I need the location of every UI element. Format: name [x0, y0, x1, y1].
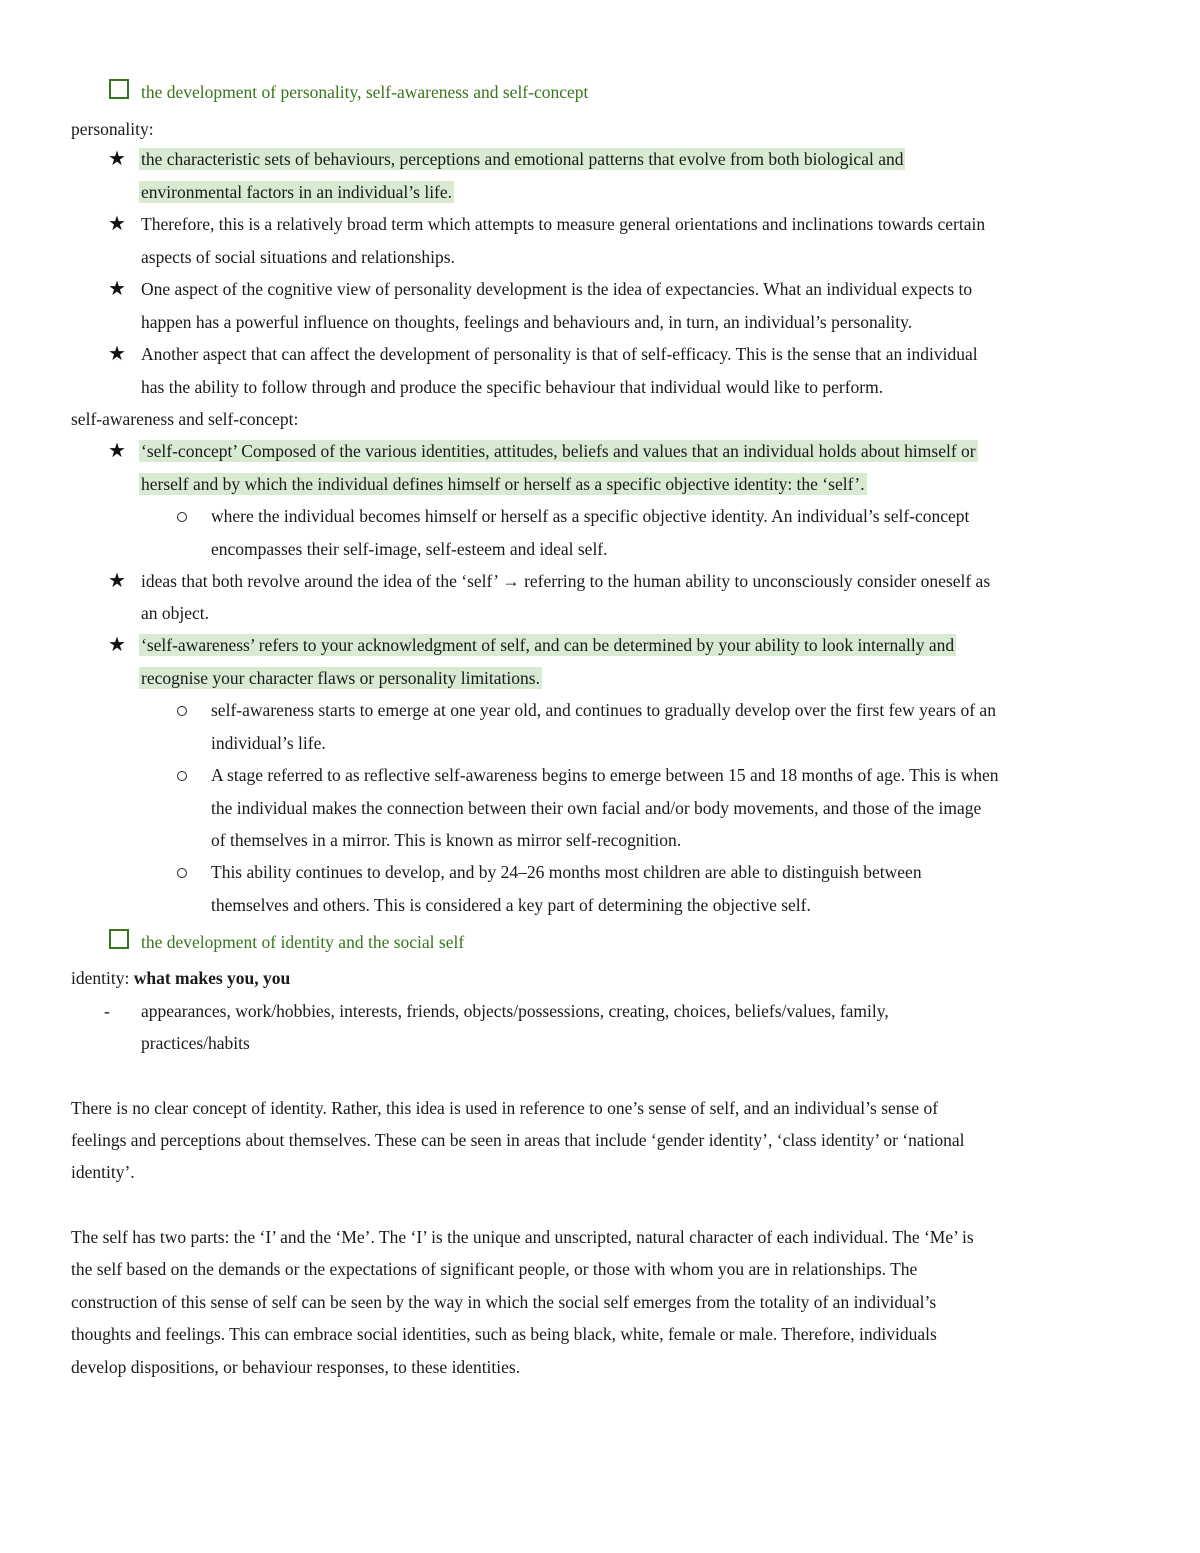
checkbox-icon — [109, 929, 129, 949]
star-bullet-icon: ★ — [108, 570, 126, 592]
section-heading: the development of personality, self-awareness and self-concept — [141, 82, 589, 102]
identity-definition: identity: what makes you, you — [71, 968, 291, 988]
paragraph-line: construction of this sense of self can be seen by the way in which the social self emerges from the totality of an individual’s — [71, 1292, 937, 1312]
list-item: ‘self-concept’ Composed of the various identities, attitudes, beliefs and values that an individual holds about himself or — [141, 441, 976, 461]
list-item-cont: recognise your character flaws or personality limitations. — [141, 668, 540, 688]
sub-list-item-cont: individual’s life. — [211, 733, 326, 753]
list-item-cont: aspects of social situations and relationships. — [141, 247, 455, 267]
circle-bullet-icon — [177, 868, 187, 878]
star-bullet-icon: ★ — [108, 278, 126, 300]
subsection-label: personality: — [71, 119, 154, 139]
star-bullet-icon: ★ — [108, 213, 126, 235]
list-item: One aspect of the cognitive view of personality development is the idea of expectancies. What an individual expects to — [141, 279, 973, 299]
checkbox-icon — [109, 79, 129, 99]
list-item: ideas that both revolve around the idea of the ‘self’ → referring to the human ability to unconsciously consider oneself as — [141, 571, 991, 591]
sub-list-item: A stage referred to as reflective self-awareness begins to emerge between 15 and 18 months of age. This is when — [211, 765, 999, 785]
paragraph-line: develop dispositions, or behaviour responses, to these identities. — [71, 1357, 521, 1377]
paragraph-line: identity’. — [71, 1162, 135, 1182]
list-item: ‘self-awareness’ refers to your acknowledgment of self, and can be determined by your ability to look internally and — [141, 635, 955, 655]
paragraph-line: There is no clear concept of identity. Rather, this idea is used in reference to one’s sense of self, and an individual’s sense of — [71, 1098, 939, 1118]
subsection-label: self-awareness and self-concept: — [71, 409, 299, 429]
list-item: the characteristic sets of behaviours, perceptions and emotional patterns that evolve from both biological and — [141, 149, 904, 169]
circle-bullet-icon — [177, 706, 187, 716]
list-item: Another aspect that can affect the development of personality is that of self-efficacy. This is the sense that an individual — [141, 344, 978, 364]
section-heading: the development of identity and the social self — [141, 932, 465, 952]
sub-list-item-cont: encompasses their self-image, self-esteem and ideal self. — [211, 539, 608, 559]
dash-list-item: appearances, work/hobbies, interests, friends, objects/possessions, creating, choices, beliefs/values, family, — [141, 1001, 889, 1021]
list-item: Therefore, this is a relatively broad term which attempts to measure general orientations and inclinations towards certain — [141, 214, 986, 234]
list-item-cont: herself and by which the individual defines himself or herself as a specific objective identity: the ‘self’. — [141, 474, 865, 494]
list-item-cont: an object. — [141, 603, 210, 623]
star-bullet-icon: ★ — [108, 634, 126, 656]
paragraph-line: the self based on the demands or the expectations of significant people, or those with whom you are in relationships. The — [71, 1259, 918, 1279]
sub-list-item: self-awareness starts to emerge at one year old, and continues to gradually develop over the first few years of an — [211, 700, 996, 720]
paragraph-line: The self has two parts: the ‘I’ and the ‘Me’. The ‘I’ is the unique and unscripted, natural character of each individual. The ‘Me’ is — [71, 1227, 974, 1247]
dash-list-item-cont: practices/habits — [141, 1033, 250, 1053]
dash-bullet: - — [104, 1001, 110, 1021]
list-item-cont: environmental factors in an individual’s life. — [141, 182, 453, 202]
sub-list-item-cont: the individual makes the connection between their own facial and/or body movements, and those of the image — [211, 798, 982, 818]
sub-list-item-cont: of themselves in a mirror. This is known as mirror self-recognition. — [211, 830, 682, 850]
list-item-cont: has the ability to follow through and produce the specific behaviour that individual would like to perform. — [141, 377, 884, 397]
paragraph-line: feelings and perceptions about themselves. These can be seen in areas that include ‘gender identity’, ‘class identity’ or ‘national — [71, 1130, 965, 1150]
star-bullet-icon: ★ — [108, 148, 126, 170]
circle-bullet-icon — [177, 771, 187, 781]
list-item-cont: happen has a powerful influence on thoughts, feelings and behaviours and, in turn, an individual’s personality. — [141, 312, 913, 332]
circle-bullet-icon — [177, 512, 187, 522]
star-bullet-icon: ★ — [108, 440, 126, 462]
sub-list-item-cont: themselves and others. This is considered a key part of determining the objective self. — [211, 895, 811, 915]
star-bullet-icon: ★ — [108, 343, 126, 365]
sub-list-item: where the individual becomes himself or herself as a specific objective identity. An individual’s self-concept — [211, 506, 970, 526]
sub-list-item: This ability continues to develop, and by 24–26 months most children are able to distinguish between — [211, 862, 922, 882]
paragraph-line: thoughts and feelings. This can embrace social identities, such as being black, white, female or male. Therefore, individuals — [71, 1324, 937, 1344]
